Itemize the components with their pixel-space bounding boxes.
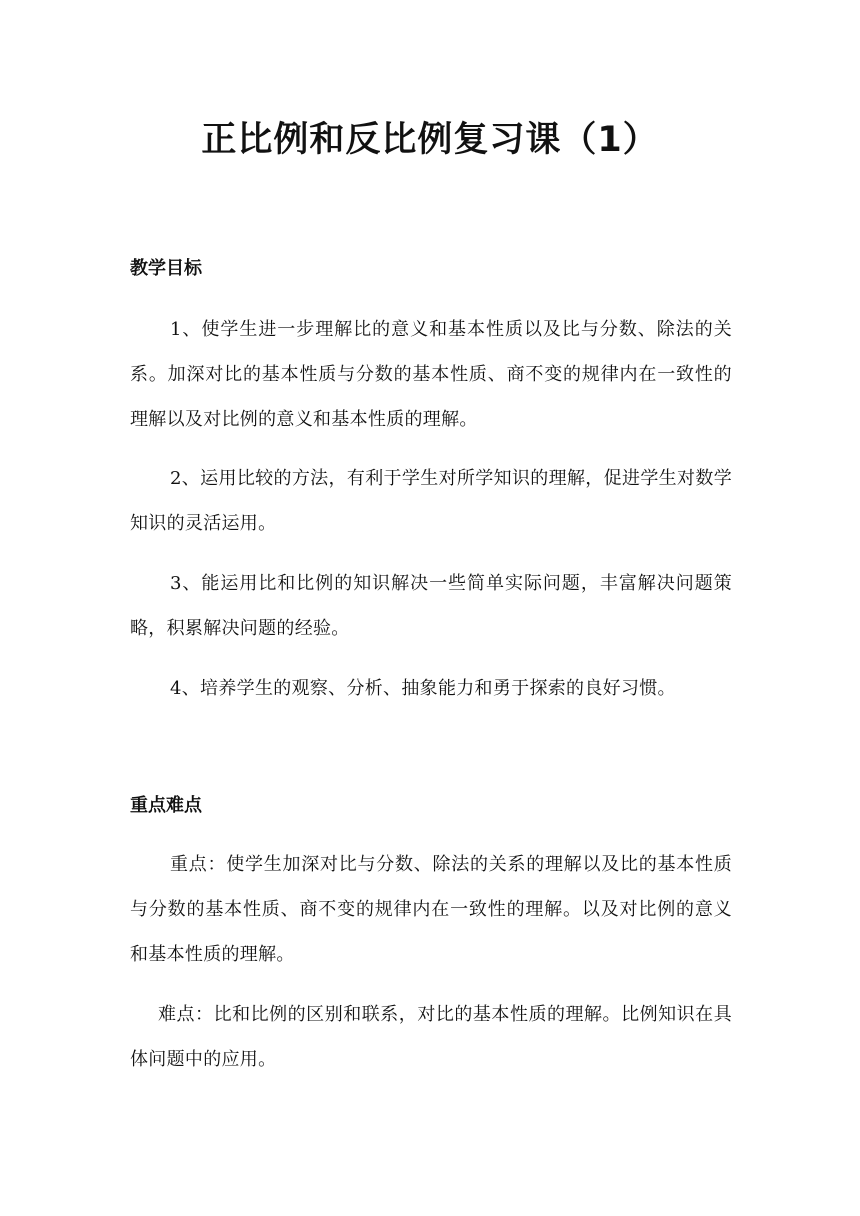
section-heading-key-points: 重点难点 [130, 795, 202, 816]
objective-item-4: 4、培养学生的观察、分析、抽象能力和勇于探索的良好习惯。 [170, 678, 676, 699]
difficulty-paragraph: 难点：比和比例的区别和联系，对比的基本性质的理解。比例知识在具体问题中的应用。 [130, 1004, 732, 1070]
key-point-paragraph: 重点：使学生加深对比与分数、除法的关系的理解以及比的基本性质与分数的基本性质、商不变的规律内在一致性的理解。以及对比例的意义和基本性质的理解。 [130, 854, 732, 965]
objective-item-3: 3、能运用比和比例的知识解决一些简单实际问题，丰富解决问题策略，积累解决问题的经验。 [130, 573, 732, 639]
section-heading-objectives: 教学目标 [130, 258, 202, 279]
objective-item-2: 2、运用比较的方法，有利于学生对所学知识的理解，促进学生对数学知识的灵活运用。 [130, 468, 732, 534]
page-title: 正比例和反比例复习课（1） [201, 120, 659, 160]
objective-item-1: 1、使学生进一步理解比的意义和基本性质以及比与分数、除法的关系。加深对比的基本性质与分数的基本性质、商不变的规律内在一致性的理解以及对比例的意义和基本性质的理解。 [130, 319, 732, 430]
